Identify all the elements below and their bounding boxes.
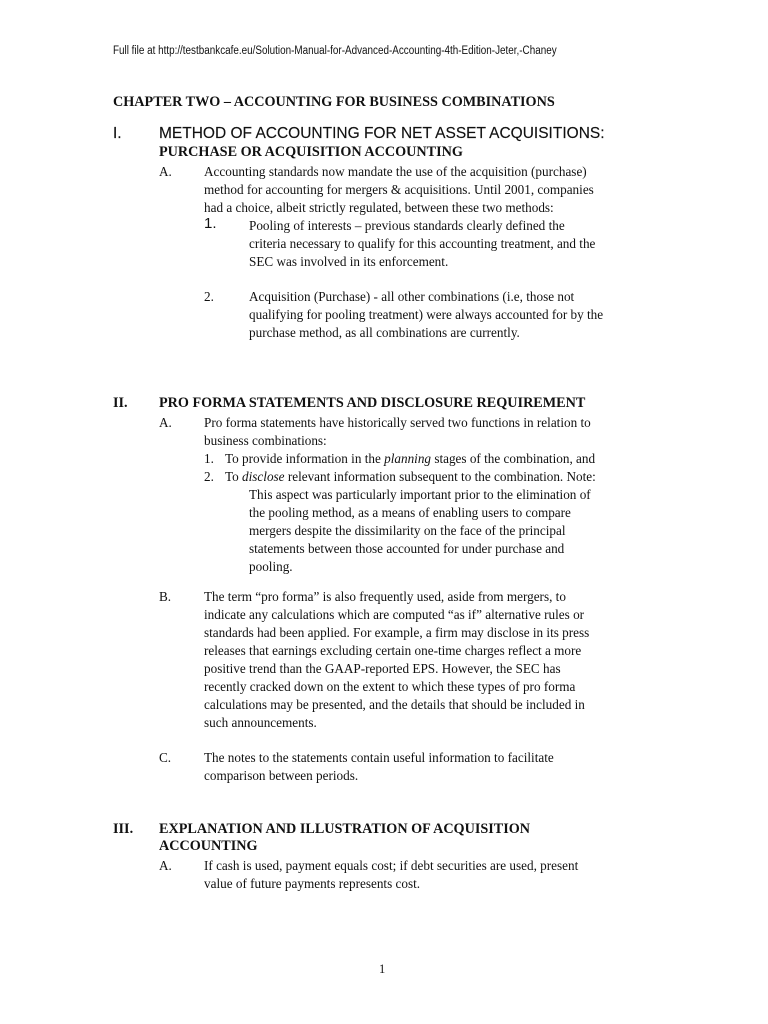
chapter-title: CHAPTER TWO – ACCOUNTING FOR BUSINESS COMBINATIONS (113, 94, 555, 110)
text-line: Acquisition (Purchase) - all other combinations (i.e, those not (249, 289, 575, 304)
text-line: statements between those accounted for under purchase and (249, 541, 565, 556)
section-2-item-b-text (204, 588, 589, 732)
section-3-numeral: III. (113, 821, 134, 837)
section-1-item-a-text (204, 163, 594, 217)
text-line: indicate any calculations which are computed “as if” alternative rules or (204, 607, 585, 622)
text-line: purchase method, as all combinations are currently. (249, 325, 520, 340)
text-line: method for accounting for mergers & acquisitions. Until 2001, companies (204, 182, 594, 197)
text-line: If cash is used, payment equals cost; if debt securities are used, present (204, 858, 579, 873)
section-2-numeral: II. (113, 395, 128, 411)
section-1-sub-1-label: 1. (204, 215, 217, 232)
section-2-item-b-label: B. (159, 589, 172, 604)
text-line: the pooling method, as a means of enabling users to compare (249, 505, 571, 520)
section-1-subtitle: PURCHASE OR ACQUISITION ACCOUNTING (159, 144, 463, 160)
text-line: value of future payments represents cost. (204, 876, 421, 891)
text-line: mergers despite the dissimilarity on the face of the principal (249, 523, 566, 538)
text-line: qualifying for pooling treatment) were always accounted for by the (249, 307, 604, 322)
section-2-item-a-text (204, 414, 591, 450)
section-2-sub-1-text (225, 450, 595, 468)
text-line: calculations may be presented, and the details that should be included in (204, 697, 585, 712)
section-1-item-a-label: A. (159, 164, 172, 179)
text-line: Accounting standards now mandate the use of the acquisition (purchase) (204, 164, 587, 179)
text-line: Pooling of interests – previous standards clearly defined the (249, 218, 565, 233)
text-line: positive trend than the GAAP-reported EPS. However, the SEC has (204, 661, 561, 676)
section-2-sub-2-label: 2. (204, 469, 214, 484)
emphasis-planning: planning (384, 451, 432, 466)
section-1-sub-2-text (249, 288, 603, 342)
text-line: releases that earnings excluding certain one-time charges reflect a more (204, 643, 582, 658)
text-line: recently cracked down on the extent to which these types of pro forma (204, 679, 576, 694)
section-2-item-a-label: A. (159, 415, 172, 430)
section-2-item-c-text (204, 749, 554, 785)
text-line: The notes to the statements contain useful information to facilitate (204, 750, 554, 765)
text-line: pooling. (249, 559, 293, 574)
section-1-numeral: I. (113, 125, 122, 142)
text-line: such announcements. (204, 715, 317, 730)
section-2-sub-2-continuation (249, 486, 591, 576)
emphasis-disclose: disclose (242, 469, 285, 484)
text-line: The term “pro forma” is also frequently used, aside from mergers, to (204, 589, 566, 604)
text-line: This aspect was particularly important prior to the elimination of (249, 487, 591, 502)
text-line: Pro forma statements have historically served two functions in relation to (204, 415, 591, 430)
text-line: business combinations: (204, 433, 327, 448)
section-2-item-c-label: C. (159, 750, 172, 765)
section-1-sub-1-text (249, 217, 595, 271)
section-2-sub-2-text (225, 468, 596, 486)
section-1-sub-2-label: 2. (204, 289, 214, 304)
text-run: stages of the combination, and (431, 451, 596, 466)
section-3-item-a-label: A. (159, 858, 172, 873)
text-line: standards had been applied. For example, a firm may disclose in its press (204, 625, 590, 640)
header-source-line: Full file at http://testbankcafe.eu/Solution-Manual-for-Advanced-Accounting-4th-Edition-Jeter,-Chaney (113, 45, 557, 57)
page-number: 1 (379, 962, 386, 976)
text-run: To provide information in the (225, 451, 385, 466)
text-line: SEC was involved in its enforcement. (249, 254, 449, 269)
section-3-title: EXPLANATION AND ILLUSTRATION OF ACQUISITION (159, 821, 531, 837)
text-run: To (225, 469, 243, 484)
section-3-item-a-text (204, 857, 578, 893)
text-line: had a choice, albeit strictly regulated, between these two methods: (204, 200, 554, 215)
section-3-title-cont: ACCOUNTING (159, 838, 258, 854)
section-2-sub-1-label: 1. (204, 451, 214, 466)
section-2-title: PRO FORMA STATEMENTS AND DISCLOSURE REQUIREMENT (159, 395, 586, 411)
section-1-title: METHOD OF ACCOUNTING FOR NET ASSET ACQUISITIONS: (159, 125, 605, 142)
text-line: criteria necessary to qualify for this accounting treatment, and the (249, 236, 596, 251)
text-line: comparison between periods. (204, 768, 359, 783)
text-run: relevant information subsequent to the combination. Note: (284, 469, 596, 484)
